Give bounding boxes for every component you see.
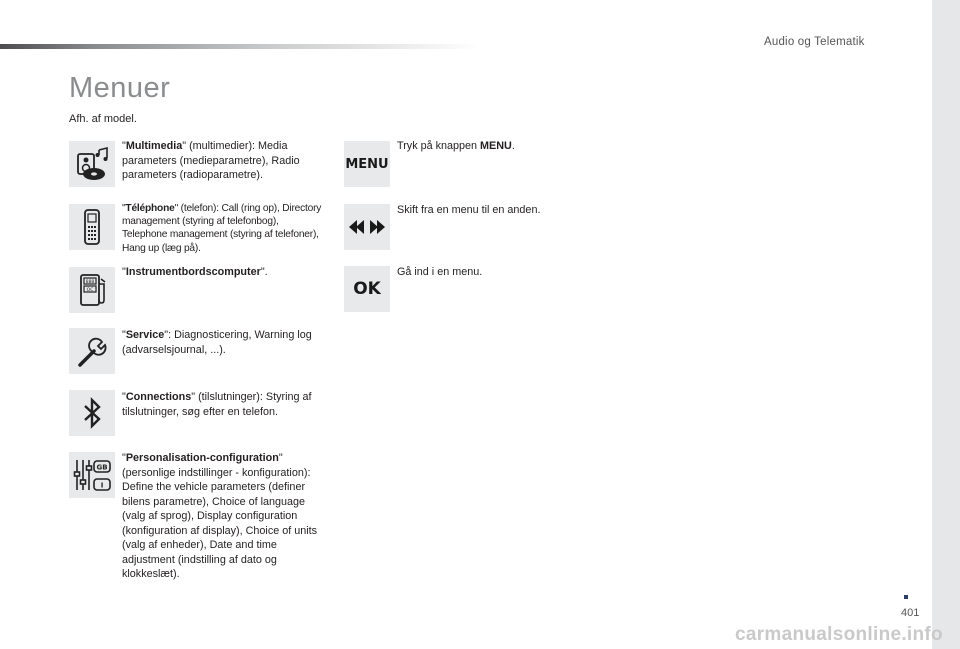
multimedia-icon	[69, 141, 115, 187]
svg-text:OC: OC	[86, 288, 94, 293]
svg-text:GB: GB	[96, 463, 108, 472]
menu-multimedia-text: "Multimedia" (multimedier): Media parameters (medieparametre), Radio parameters (radioparametre).	[122, 140, 300, 181]
menu-phone-text: "Téléphone" (telefon): Call (ring op), Directory management (styring af telefonbog), Telephone management (styring af telefoner), Hang up (læg på).	[122, 203, 322, 254]
menu-trip-computer-text: "Instrumentbordscomputer".	[122, 266, 268, 278]
svg-text:I: I	[100, 481, 104, 490]
settings-language-icon	[69, 452, 115, 498]
trip-computer-icon	[69, 267, 115, 313]
phone-icon	[69, 204, 115, 250]
page-edge-band	[932, 0, 960, 649]
control-ok-text: Gå ind i en menu.	[397, 266, 483, 278]
ok-key-icon: OK	[344, 266, 390, 312]
menu-service-text: "Service": Diagnosticering, Warning log (advarselsjournal, ...).	[122, 329, 312, 356]
menu-connections-text: "Connections" (tilslutninger): Styring af tilslutninger, søg efter en telefon.	[122, 391, 312, 418]
control-menu-text: Tryk på knappen MENU.	[397, 140, 515, 152]
section-title: Audio og Telematik	[764, 36, 865, 48]
arrows-icon	[344, 204, 390, 250]
page-number: 401	[901, 607, 920, 619]
menu-personalisation-text: "Personalisation-configuration" (personlige indstillinger - konfiguration): Define the vehicle parameters (definer bilens parametre), Choice of language (valg af sprog), Display configuration (konfiguration af display), Choice of units (valg af enheder), Date and time adjustment (indstilling af dato og klokkeslæt).	[122, 452, 318, 580]
bluetooth-icon	[69, 390, 115, 436]
watermark: carmanualsonline.info	[735, 624, 943, 645]
control-arrows-text: Skift fra en menu til en anden.	[397, 204, 541, 216]
menu-key-icon: MENU	[344, 141, 390, 187]
page-marker	[904, 595, 908, 599]
header-rule	[0, 44, 480, 49]
wrench-icon	[69, 328, 115, 374]
svg-text:888: 888	[85, 280, 95, 285]
page-title: Menuer	[69, 72, 171, 104]
page-subtitle: Afh. af model.	[69, 113, 137, 125]
